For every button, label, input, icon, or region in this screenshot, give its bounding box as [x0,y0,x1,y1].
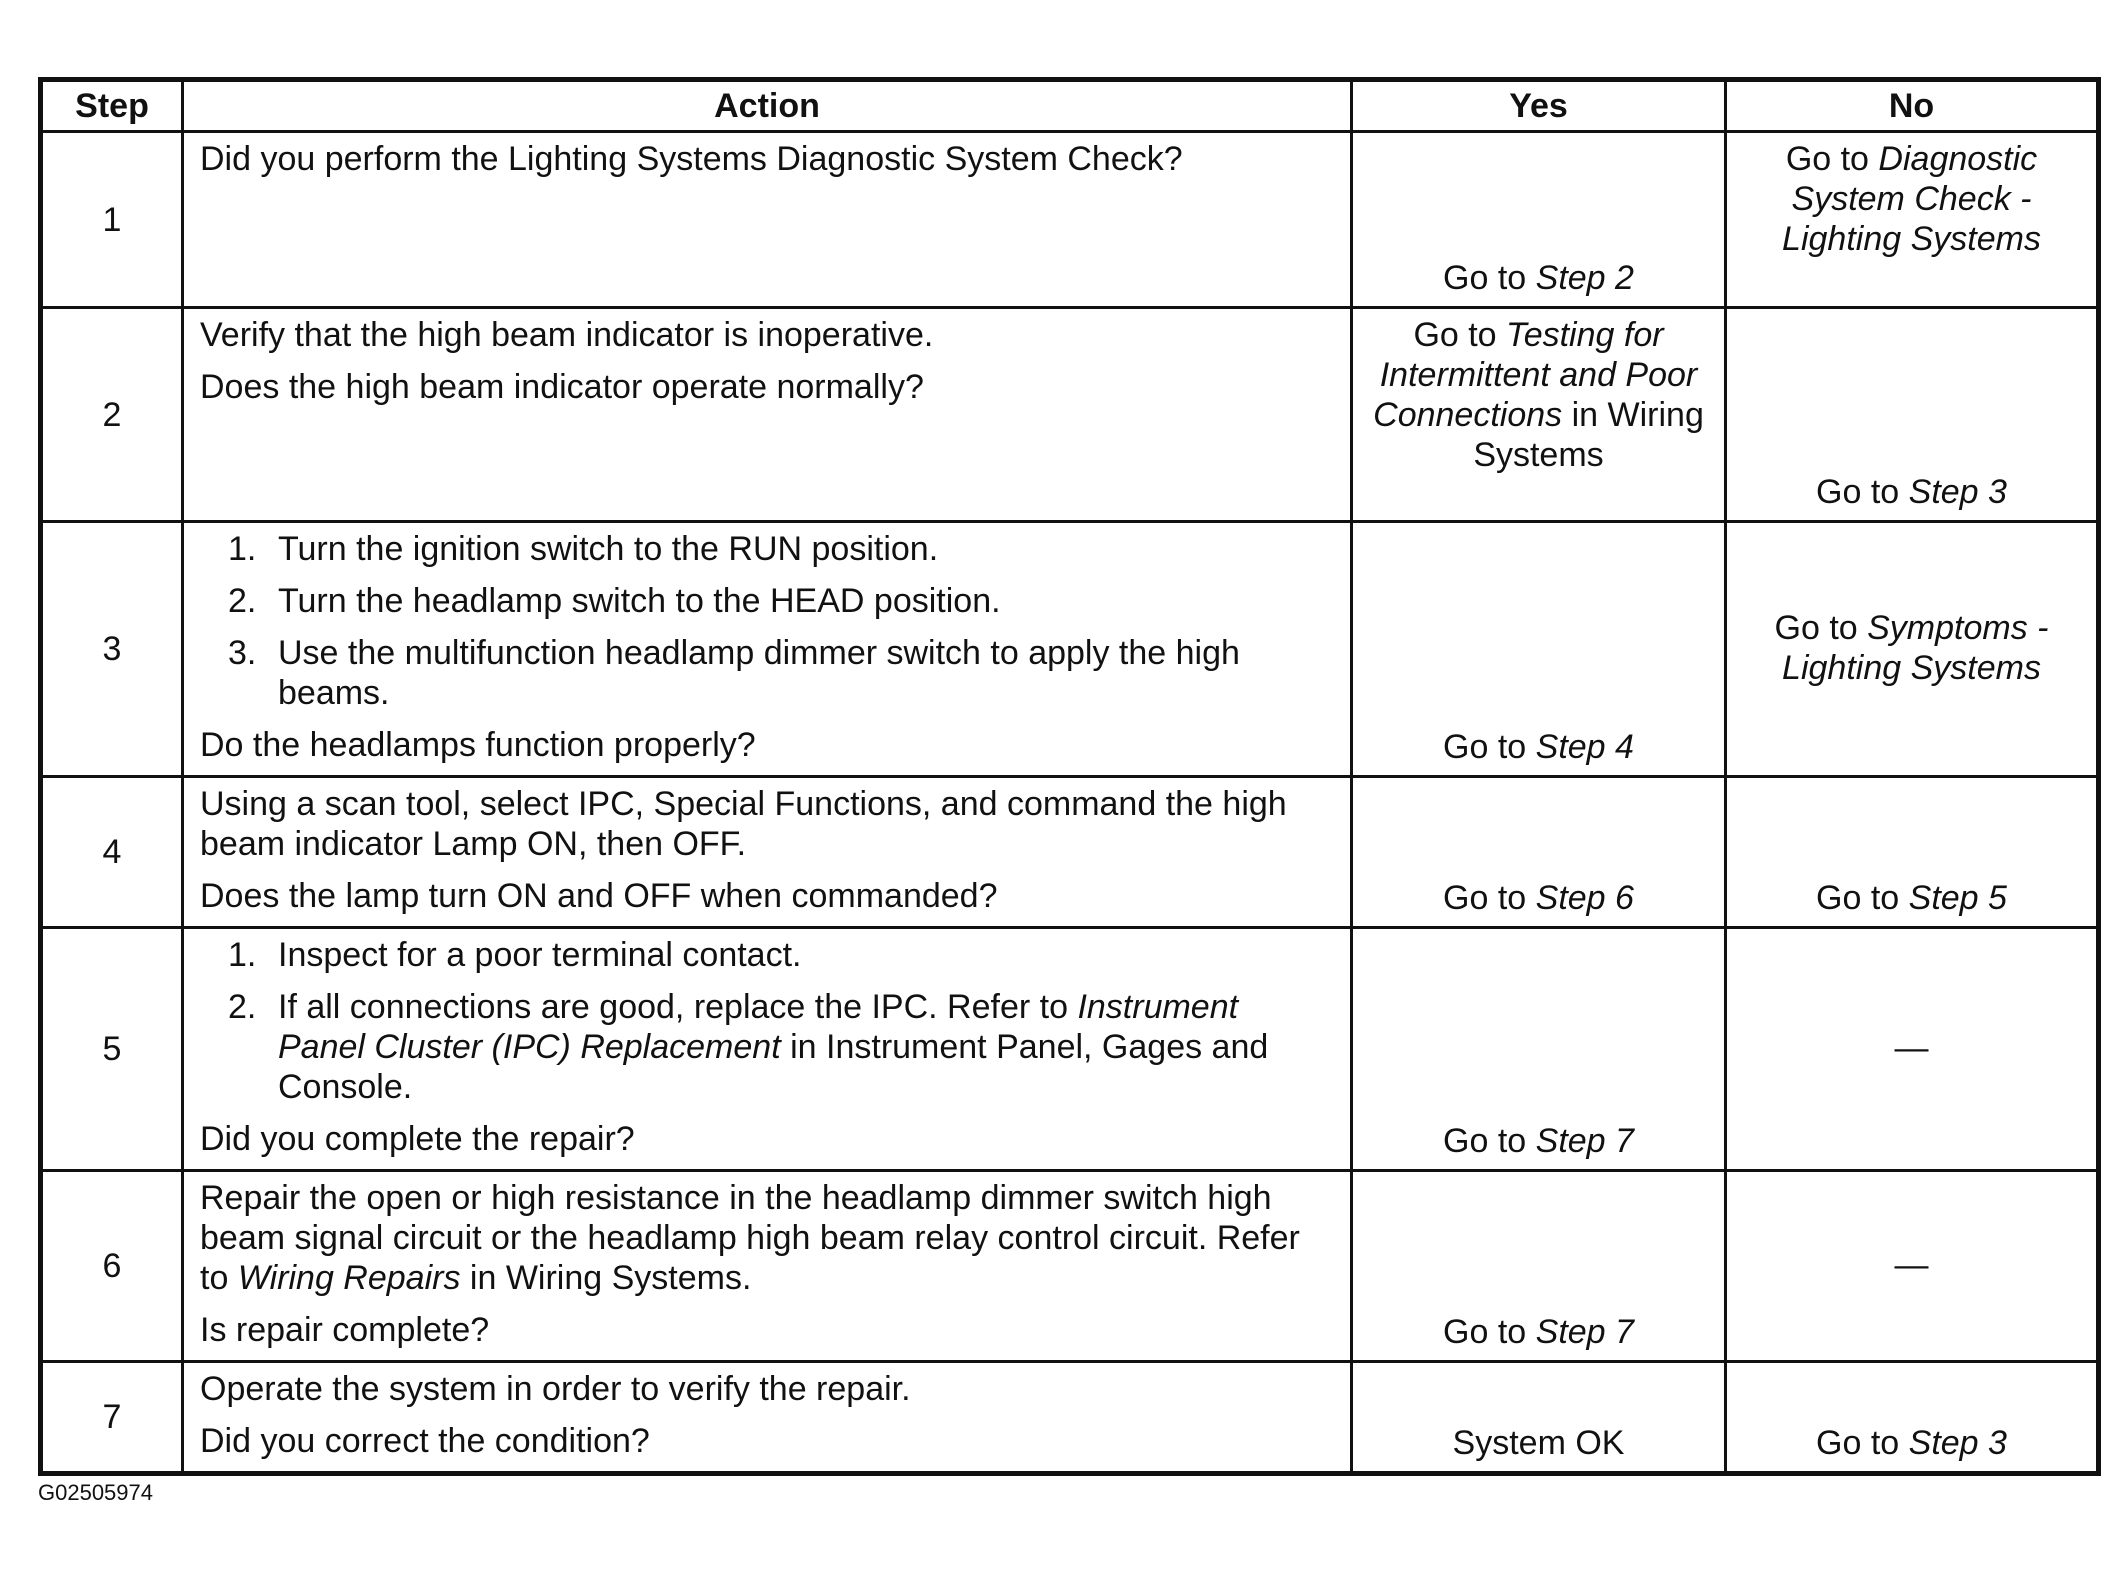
no-reference: Symptoms - Lighting Systems [1782,609,2049,687]
no-prefix: Go to [1816,473,1909,511]
header-row [41,80,2099,132]
list-number: 3. [228,634,257,672]
action-cell [183,1171,1352,1362]
step-number: 3 [41,522,183,777]
yes-suffix: in Wiring Systems [1473,396,1704,474]
yes-cell [1352,132,1726,308]
no-cell [1726,777,2099,928]
action-text: Operate the system in order to verify the repair. [200,1370,911,1408]
no-prefix: Go to [1774,609,1868,647]
step-number: 6 [41,1171,183,1362]
action-cell [183,928,1352,1171]
action-text-suffix: in Wiring Systems. [460,1259,752,1297]
table-row [41,522,2099,777]
action-text: Did you perform the Lighting Systems Diagnostic System Check? [200,140,1183,178]
yes-prefix: Go to [1443,728,1536,766]
action-steps-list [200,935,1334,1107]
table-body [41,132,2099,1474]
yes-prefix: Go to [1443,1122,1536,1160]
table-row [41,308,2099,522]
action-cell [183,1362,1352,1474]
step-number: 4 [41,777,183,928]
diagnostic-table [38,77,2101,1476]
yes-prefix: Go to [1443,879,1536,917]
list-text: Use the multifunction headlamp dimmer switch to apply the high beams. [278,634,1240,712]
figure-code: G02505974 [38,1480,153,1505]
action-text [200,1178,1334,1298]
yes-reference: Step 7 [1535,1313,1634,1351]
yes-reference: Step 4 [1535,728,1634,766]
no-cell [1726,522,2099,777]
list-item [228,529,1334,569]
no-cell [1726,928,2099,1171]
action-question: Does the high beam indicator operate normally? [200,368,924,406]
no-dash: — [1894,1246,1929,1284]
action-cell [183,522,1352,777]
list-text: Inspect for a poor terminal contact. [278,936,802,974]
step-number: 7 [41,1362,183,1474]
yes-prefix: Go to [1443,259,1536,297]
list-text: Turn the ignition switch to the RUN position. [278,530,939,568]
no-prefix: Go to [1785,140,1879,178]
step-number: 1 [41,132,183,308]
header-yes: Yes [1352,80,1726,132]
action-text-reference: Wiring Repairs [237,1259,461,1297]
no-reference: Step 5 [1908,879,2007,917]
list-item [228,935,1334,975]
list-number: 1. [228,936,257,974]
no-dash: — [1894,1029,1929,1067]
table-header [41,80,2099,132]
table-row [41,132,2099,308]
yes-cell [1352,777,1726,928]
no-prefix: Go to [1816,1424,1909,1462]
header-step: Step [41,80,183,132]
list-text-reference: Instrument Panel Cluster (IPC) Replacement [278,988,1239,1066]
yes-reference: Step 6 [1535,879,1634,917]
no-reference: Step 3 [1908,473,2007,511]
yes-reference: Step 2 [1535,259,1634,297]
list-text-suffix: in Instrument Panel, Gages and Console. [278,1028,1269,1106]
no-reference: Diagnostic System Check - Lighting Systems [1782,140,2041,258]
yes-cell [1352,1171,1726,1362]
action-cell [183,777,1352,928]
list-number: 2. [228,988,257,1026]
step-number: 2 [41,308,183,522]
action-text: Verify that the high beam indicator is inoperative. [200,316,934,354]
header-no: No [1726,80,2099,132]
yes-cell [1352,308,1726,522]
action-steps-list [200,529,1334,713]
no-reference: Step 3 [1908,1424,2007,1462]
list-number: 1. [228,530,257,568]
yes-result: System OK [1452,1424,1625,1462]
action-question: Did you correct the condition? [200,1422,650,1460]
no-cell [1726,1171,2099,1362]
action-question: Does the lamp turn ON and OFF when commanded? [200,877,998,915]
list-item [228,581,1334,621]
no-cell [1726,132,2099,308]
table-row [41,928,2099,1171]
list-number: 2. [228,582,257,620]
yes-cell [1352,522,1726,777]
no-cell [1726,1362,2099,1474]
list-item [228,633,1334,713]
table-row [41,1171,2099,1362]
action-text: Using a scan tool, select IPC, Special Functions, and command the high beam indicator Lamp ON, then OFF. [200,785,1287,863]
list-item [228,987,1334,1107]
action-question: Do the headlamps function properly? [200,726,756,764]
no-prefix: Go to [1816,879,1909,917]
action-cell [183,308,1352,522]
yes-prefix: Go to [1413,316,1507,354]
step-number: 5 [41,928,183,1171]
list-text: Turn the headlamp switch to the HEAD position. [278,582,1001,620]
table-row [41,1362,2099,1474]
no-cell [1726,308,2099,522]
yes-prefix: Go to [1443,1313,1536,1351]
list-text-prefix: If all connections are good, replace the IPC. Refer to [278,988,1078,1026]
header-action: Action [183,80,1352,132]
yes-cell [1352,1362,1726,1474]
action-question: Is repair complete? [200,1311,490,1349]
action-cell [183,132,1352,308]
yes-cell [1352,928,1726,1171]
yes-reference: Testing for Intermittent and Poor Connections [1373,316,1698,434]
table-row [41,777,2099,928]
action-question: Did you complete the repair? [200,1120,635,1158]
action-text-prefix: Repair the open or high resistance in the headlamp dimmer switch high beam signal circuit or the headlamp high beam relay control circuit. Refer to [200,1179,1300,1297]
yes-reference: Step 7 [1535,1122,1634,1160]
